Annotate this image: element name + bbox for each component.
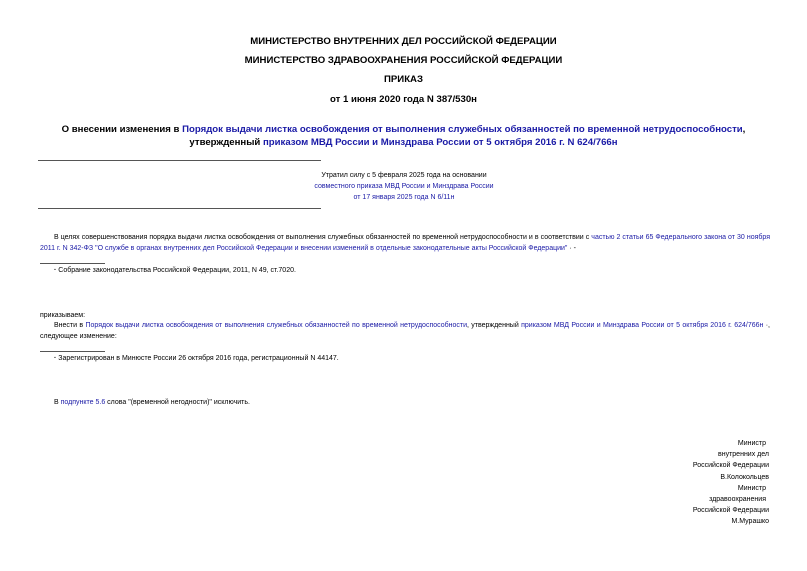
item-prefix: Внести в: [54, 322, 86, 329]
signature-name: В.Колокольцев: [720, 473, 769, 481]
item-tail: , следующее изменение:: [40, 322, 770, 340]
signature-line: внутренних дел: [718, 451, 769, 459]
ministry-2-heading: МИНИСТЕРСТВО ЗДРАВООХРАНЕНИЯ РОССИЙСКОЙ ФЕДЕРАЦИИ: [244, 55, 563, 66]
item-middle: , утвержденный: [467, 322, 522, 329]
change-prefix: В: [54, 399, 61, 406]
signature-name: М.Мурашко: [731, 518, 769, 526]
status-note-link-date[interactable]: от 17 января 2025 года N 6/11н: [353, 194, 455, 201]
preamble-tail: -: [571, 245, 576, 252]
status-note: [290, 170, 518, 203]
preamble-law-link[interactable]: частью 2 статьи 65 Федерального закона от 30 ноября 2011 г. N 342-ФЗ "О службе в органах внутренних дел Российской Федерации и внесении изменений в отдельные законодательные акты Российской Федерации": [40, 234, 770, 252]
change-tail: слова "(временной негодности)" исключить.: [105, 399, 250, 406]
signature-line: здравоохранения: [709, 496, 766, 504]
footnote-2-text: Зарегистрирован в Минюсте России 26 октября 2016 года, регистрационный N 44147.: [56, 355, 339, 362]
footnote-mark: ·: [763, 322, 769, 329]
preamble-text: В целях совершенствования порядка выдачи листка освобождения от выполнения служебных обязанностей по временной нетрудоспособности и в соответствии с: [54, 234, 592, 241]
title-middle: , утвержденный: [189, 124, 746, 148]
item-link-procedure[interactable]: Порядок выдачи листка освобождения от выполнения служебных обязанностей по временной нетрудоспособности: [85, 322, 467, 329]
signature-line: Российской Федерации: [692, 462, 769, 470]
item-link-order[interactable]: приказом МВД России и Минздрава России от 5 октября 2016 г. 624/766н: [521, 322, 764, 329]
doc-type-heading: ПРИКАЗ: [384, 74, 423, 85]
status-note-link-order[interactable]: совместного приказа МВД России и Минздрава России: [314, 183, 494, 190]
title-link-procedure[interactable]: Порядок выдачи листка освобождения от выполнения служебных обязанностей по временной нетрудоспособности: [182, 124, 743, 135]
ministry-1-heading: МИНИСТЕРСТВО ВНУТРЕННИХ ДЕЛ РОССИЙСКОЙ ФЕДЕРАЦИИ: [250, 36, 557, 47]
signature-line: Министр: [737, 484, 766, 492]
change-subclause-link[interactable]: подпункте 5.6: [60, 399, 106, 406]
footnote-2-mark: ·: [54, 355, 57, 362]
footnote-mark: ·: [567, 245, 572, 252]
signature-line: Российской Федерации: [692, 507, 769, 515]
signature-block: [629, 438, 769, 528]
footnote-2: [54, 354, 339, 364]
title-prefix: О внесении изменения в: [61, 124, 183, 135]
status-note-line1: Утратил силу с 5 февраля 2025 года на основании: [321, 172, 487, 179]
title-link-order[interactable]: приказом МВД России и Минздрава России от 5 октября 2016 г. N 624/766н: [263, 137, 618, 148]
footnote-1: [54, 266, 296, 276]
order-word: приказываем:: [40, 312, 86, 319]
divider-bottom: [38, 208, 321, 209]
footnote-1-text: Собрание законодательства Российской Федерации, 2011, N 49, ст.7020.: [56, 267, 296, 274]
footnote-1-rule: [40, 263, 105, 264]
signature-line: Министр: [737, 440, 766, 447]
date-number-heading: от 1 июня 2020 года N 387/530н: [330, 94, 477, 105]
document-title: [40, 123, 767, 149]
footnote-1-mark: ·: [54, 267, 57, 274]
preamble-paragraph: [40, 232, 770, 254]
change-paragraph: [40, 397, 770, 408]
footnote-2-rule: [40, 351, 105, 352]
item-paragraph: [40, 320, 770, 342]
divider-top: [38, 160, 321, 161]
